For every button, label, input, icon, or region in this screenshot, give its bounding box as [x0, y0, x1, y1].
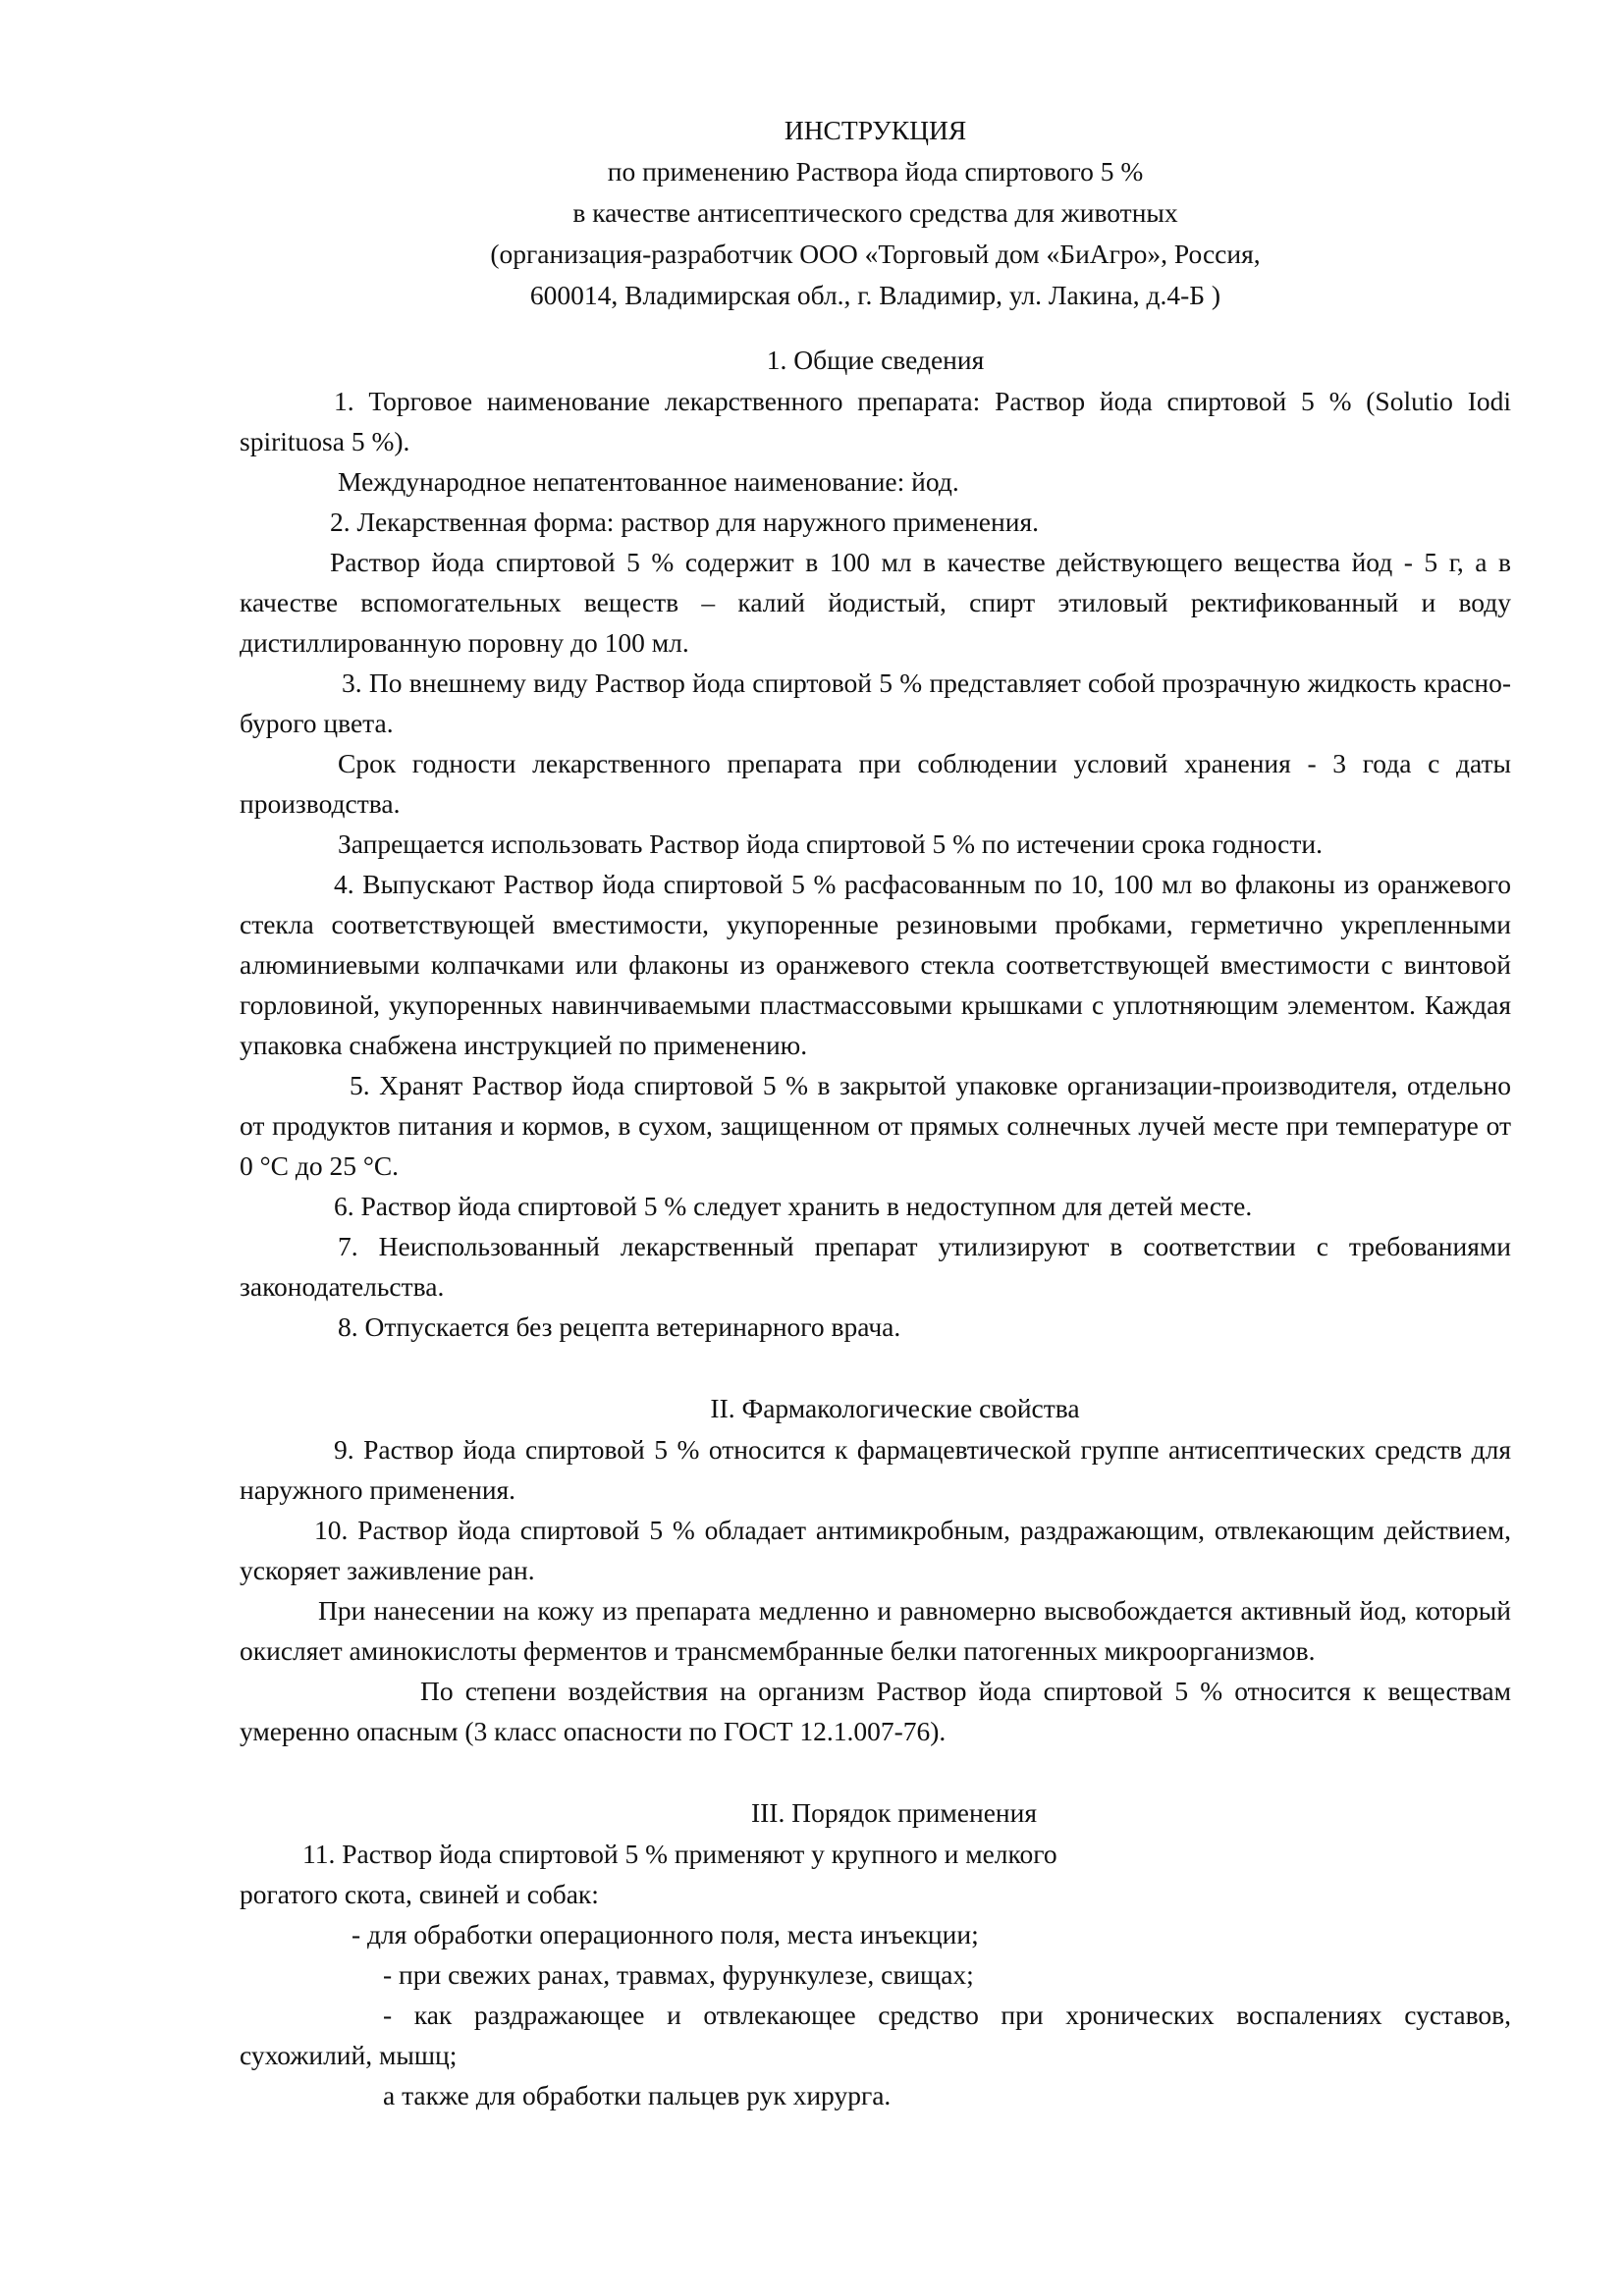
paragraph: 7. Неиспользованный лекарственный препарат утилизируют в соответствии с требованиями законодательства. [240, 1231, 1511, 1302]
paragraph: 5. Хранят Раствор йода спиртовой 5 % в закрытой упаковке организации-производителя, отдельно от продуктов питания и кормов, в сухом, защищенном от прямых солнечных лучей месте при температуре от 0 °С до 25 °С. [240, 1070, 1511, 1181]
document-subtitle: в качестве антисептического средства для животных [572, 197, 1178, 228]
paragraph: 9. Раствор йода спиртовой 5 % относится к фармацевтической группе антисептических средств для наружного применения. [240, 1434, 1511, 1505]
paragraph: 1. Торговое наименование лекарственного препарата: Раствор йода спиртовой 5 % (Solutio Iodi spirituosa 5 %). [240, 386, 1511, 456]
section-heading-general: 1. Общие сведения [766, 345, 985, 375]
paragraph: 10. Раствор йода спиртовой 5 % обладает антимикробным, раздражающим, отвлекающим действием, ускоряет заживление ран. [240, 1515, 1511, 1585]
list-item: а также для обработки пальцев рук хирурга. [383, 2080, 892, 2110]
paragraph: 8. Отпускается без рецепта ветеринарного врача. [338, 1311, 901, 1342]
paragraph: 3. По внешнему виду Раствор йода спиртовой 5 % представляет собой прозрачную жидкость красно-бурого цвета. [240, 667, 1511, 738]
paragraph: Запрещается использовать Раствор йода спиртовой 5 % по истечении срока годности. [338, 828, 1323, 859]
paragraph: Раствор йода спиртовой 5 % содержит в 100 мл в качестве действующего вещества йод - 5 г, а в качестве вспомогательных веществ – калий йодистый, спирт этиловый ректификованный и воду дистиллированную поровну до 100 мл. [240, 547, 1511, 658]
paragraph: По степени воздействия на организм Раствор йода спиртовой 5 % относится к веществам умеренно опасным (3 класс опасности по ГОСТ 12.1.007-76). [240, 1676, 1511, 1746]
paragraph: 6. Раствор йода спиртовой 5 % следует хранить в недоступном для детей месте. [334, 1191, 1253, 1221]
document-body [240, 110, 1511, 2115]
paragraph-line: рогатого скота, свиней и собак: [240, 1879, 599, 1909]
paragraph-line: 11. Раствор йода спиртовой 5 % применяют у крупного и мелкого [302, 1839, 1057, 1869]
paragraph: Срок годности лекарственного препарата при соблюдении условий хранения - 3 года с даты производства. [240, 748, 1511, 819]
section-heading-pharmacology: II. Фармакологические свойства [710, 1393, 1080, 1423]
paragraph: Международное непатентованное наименование: йод. [338, 466, 959, 497]
section-heading-usage: III. Порядок применения [750, 1797, 1037, 1828]
paragraph: 4. Выпускают Раствор йода спиртовой 5 % расфасованным по 10, 100 мл во флаконы из оранжевого стекла соответствующей вместимости, укупоренные резиновыми пробками, герметично укрепленными алюминиевыми колпачками или флаконы из оранжевого стекла соответствующей вместимости с винтовой горловиной, укупоренных навинчиваемыми пластмассовыми крышками с уплотняющим элементом. Каждая упаковка снабжена инструкцией по применению. [240, 869, 1511, 1060]
document-title: ИНСТРУКЦИЯ [784, 115, 967, 145]
developer-address: 600014, Владимирская обл., г. Владимир, ул. Лакина, д.4-Б ) [529, 280, 1221, 310]
developer-info: (организация-разработчик ООО «Торговый дом «БиАгро», Россия, [490, 239, 1261, 269]
list-item: - для обработки операционного поля, места инъекции; [352, 1919, 979, 1949]
list-item: - при свежих ранах, травмах, фурункулезе, свищах; [383, 1959, 974, 1990]
paragraph: 2. Лекарственная форма: раствор для наружного применения. [330, 507, 1039, 537]
document-subtitle: по применению Раствора йода спиртового 5 % [607, 156, 1144, 187]
list-item: - как раздражающее и отвлекающее средство при хронических воспалениях суставов, сухожилий, мышц; [240, 2000, 1511, 2070]
paragraph: При нанесении на кожу из препарата медленно и равномерно высвобождается активный йод, который окисляет аминокислоты ферментов и трансмембранные белки патогенных микроорганизмов. [240, 1595, 1511, 1666]
